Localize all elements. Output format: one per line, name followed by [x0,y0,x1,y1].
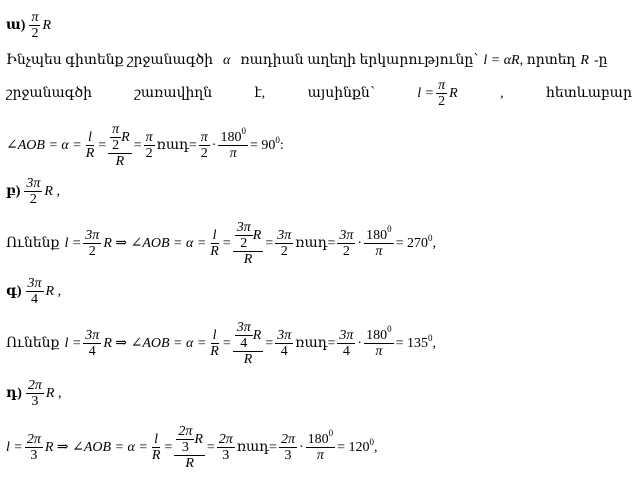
fraction-pi-over-2: $\frac{\pi}{2}$ [31,10,39,41]
text-line-1: Ինչպես գիտենք շրջանագծի α ռադիան աղեղի երկարությունը՝ l = αR , որտեղ R -ը [6,52,608,68]
equation-d: l = $\frac{2\pi}{3}$ R ⇒ ∠AOB = α = $\frac{l}{R}$ = $\frac{2\pi}{3}$ R R = $\frac{2\pi}{3}$ ռադ = $\frac{2\pi}{3}$ · 180 0 π = 120 0 , [6,424,378,471]
l-equals-pi-over-2-R: l = $\frac{\pi}{2}$ R [417,78,458,109]
section-b-heading: բ) $\frac{3\pi}{2}$ R , [6,176,60,207]
text-line-2: շրջանագծի շառավիղն է, այսինքն՝ l = $\frac{\pi}{2}$ R , հետևաբար [6,78,632,109]
equation-a: ∠AOB = α = $\frac{l}{R}$ = $\frac{\pi}{2}$ R R = $\frac{\pi}{2}$ ռադ = $\frac{\pi}{2}$ · 180 0 π = 90 0 : [6,122,284,169]
section-c-heading: գ) $\frac{3\pi}{4}$ R , [6,276,62,307]
section-d-heading: դ) $\frac{2\pi}{3}$ R , [6,378,62,409]
equation-c: Ունենք l = $\frac{3\pi}{4}$ R ⇒ ∠AOB = α = $\frac{l}{R}$ = $\frac{3\pi}{4}$ R R = $\frac{3\pi}{4}$ ռադ = $\frac{3\pi}{4}$ · 180 0 π = 135 0 , [6,320,436,367]
section-a-heading: ա) $\frac{\pi}{2}$ R [6,10,52,41]
section-a-label: ա) [6,18,26,33]
compound-fraction: $\frac{\pi}{2}$ R R [108,122,132,169]
equation-b: Ունենք l = $\frac{3\pi}{2}$ R ⇒ ∠AOB = α = $\frac{l}{R}$ = $\frac{3\pi}{2}$ R R = $\frac{3\pi}{2}$ ռադ = $\frac{3\pi}{2}$ · 180 0 π = 270 0 , [6,220,436,267]
